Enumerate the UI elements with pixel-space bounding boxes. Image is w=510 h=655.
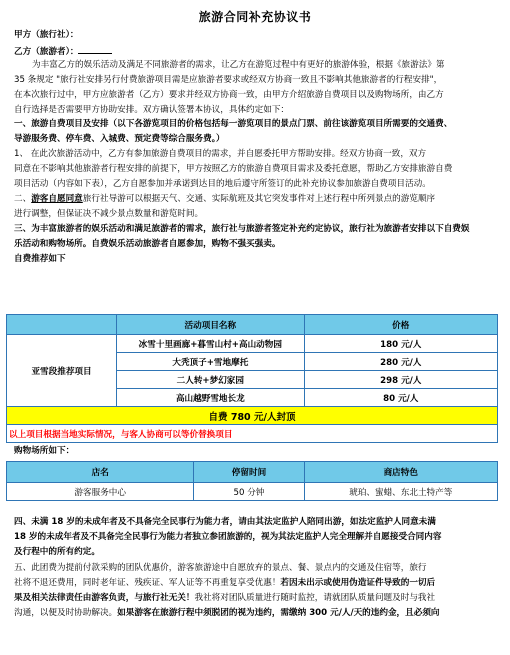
region-cell: 亚雪段推荐项目 <box>7 335 117 407</box>
shopping-table <box>6 461 498 501</box>
section-2-consent-phrase: 游客自愿同意 <box>31 194 83 204</box>
activity-price: 180 元/人 <box>304 335 497 353</box>
document-title: 旅游合同补充协议书 <box>198 10 312 24</box>
activity-name: 二人转+梦幻家园 <box>117 371 304 389</box>
section-5-line-4 <box>14 607 500 620</box>
party-b-label: 乙方（旅游者）： <box>14 47 79 57</box>
section-2-line-2: 进行调整，但保证决不减少景点数量和游览时间。 <box>14 209 204 219</box>
substitution-note: 以上项目根据当地实际情况，与客人协商可以等价替换项目 <box>7 425 498 443</box>
note-row <box>7 425 498 443</box>
table-header-price: 价格 <box>304 315 497 335</box>
intro-line-2: 35 条规定 "旅行社安排另行付费旅游项目需是应旅游者要求或经双方协商一致且不影响其他旅游者的行程安排"， <box>14 75 443 85</box>
shop-feature: 琥珀、蜜蜡、东北土特产等 <box>304 483 497 501</box>
total-row <box>7 407 498 425</box>
section-5-discount-text: 社将不退还费用，同时老年证、残疾证、军人证等不再重复享受优惠！ <box>14 578 281 588</box>
table-header-empty <box>7 315 117 335</box>
section-1-p1-line-2: 同意在不影响其他旅游者行程安排的前提下，甲方按照乙方的旅游自费项目需求及委托意愿，帮助乙方安排旅游自费 <box>14 164 453 174</box>
table-header-shop: 店名 <box>7 462 194 483</box>
section-4-line-1: 四、未满 18 岁的未成年者及不具备完全民事行为能力者，请由其法定监护人陪同出游，如法定监护人同意未满 <box>14 517 436 527</box>
activity-price: 298 元/人 <box>304 371 497 389</box>
table-row <box>7 335 498 353</box>
section-5-penalty: 如果游客在旅游行程中须脱团的视为违约，需缴纳 300 元/人/天的违约金，且必须向 <box>117 608 440 618</box>
party-b-line <box>14 44 500 59</box>
section-5-line-3 <box>14 592 500 605</box>
intro-line-4: 自行选择是否需要甲方协助安排。双方确认签署本协议，具体约定如下： <box>14 105 290 115</box>
section-3-line-2: 乐活动和购物场所。自费娱乐活动旅游者自愿参加，购物不强买强卖。 <box>14 239 281 249</box>
intro-line-1: 为丰富乙方的娱乐活动及满足不同旅游者的需求，让乙方在游览过程中有更好的旅游体验，根据《旅游法》第 <box>32 60 445 70</box>
party-a-line <box>14 29 500 42</box>
section-5-line-1: 五、此团费为提前付款采购的团队优惠价，游客旅游途中自愿放弃的景点、餐、景点内的交通及住宿等，旅行 <box>14 563 427 573</box>
table-row <box>7 483 498 501</box>
stay-time: 50 分钟 <box>194 483 304 501</box>
section-1-p1-line-1: 1、 在此次旅游活动中，乙方有参加旅游自费项目的需求，并自愿委托甲方帮助安排。经双方协商一致，双方 <box>14 149 427 159</box>
activity-price: 80 元/人 <box>304 389 497 407</box>
activity-price: 280 元/人 <box>304 353 497 371</box>
shop-name: 游客服务中心 <box>7 483 194 501</box>
section-4-line-3: 及行程中的所有约定。 <box>14 547 100 557</box>
party-a-label: 甲方（旅行社）： <box>14 30 79 40</box>
table-header-row <box>7 315 498 335</box>
section-2-line-1 <box>14 193 500 206</box>
section-5-liability: 果及相关法律责任由游客负责，与旅行社无关！ <box>14 593 195 603</box>
total-cap: 自费 780 元/人封顶 <box>7 407 498 425</box>
section-4-line-2: 18 岁的未成年者及不具备完全民事行为能力者独立参团旅游的，视为其法定监护人完全理解并自愿接受合同内容 <box>14 532 442 542</box>
section-5-contact: 沟通，以便及时协助解决。 <box>14 608 118 618</box>
intro-line-3: 在本次旅行过中，甲方应旅游者（乙方）要求并经双方协商一致，由甲方介绍旅游自费项目以及购物场所，由乙方 <box>14 90 444 100</box>
table-header-row <box>7 462 498 483</box>
shopping-heading: 购物场所如下： <box>14 446 75 456</box>
activity-name: 高山越野雪地长龙 <box>117 389 304 407</box>
party-b-blank-field[interactable] <box>78 44 112 54</box>
table-header-item: 活动项目名称 <box>117 315 304 335</box>
section-1-heading-line-2: 导游服务费、停车费、入城费、预定费等综合服务费。） <box>14 134 225 144</box>
section-5-warning: 若因未出示或使用伪造证件导致的一切后 <box>280 578 436 588</box>
section-1-heading-line-1: 一、旅游自费项目及安排（以下各游览项目的价格包括每一游览项目的景点门票、前往该游览项目所需要的交通费、 <box>14 119 453 129</box>
recommend-heading: 自费推荐如下 <box>14 254 66 264</box>
section-2-prefix: 二、 <box>14 194 32 204</box>
section-5-line-2 <box>14 577 500 590</box>
table-header-feature: 商店特色 <box>304 462 497 483</box>
activity-name: 大秃顶子+雪地摩托 <box>117 353 304 371</box>
table-header-time: 停留时间 <box>194 462 304 483</box>
section-3-line-1: 三、为丰富旅游者的娱乐活动和满足旅游者的需求，旅行社与旅游者签定补充约定协议，旅行社为旅游者安排以下自费娱 <box>14 224 470 234</box>
section-2-rest: 旅行社导游可以根据天气、交通、实际航班及其它突发事件对上述行程中所列景点的游览顺序 <box>82 194 436 204</box>
section-1-p1-line-3: 项目活动（内容如下表），乙方自愿参加并承诺到达目的地后遵守所签订的此补充协议参加旅游自费项目活动。 <box>14 179 431 189</box>
activity-name: 冰雪十里画廊+暮雪山村+高山动物园 <box>117 335 304 353</box>
optional-activities-table <box>6 314 498 443</box>
section-5-monitoring: 我社将对团队质量进行随时监控，请就团队质量问题及时与我社 <box>194 593 436 603</box>
